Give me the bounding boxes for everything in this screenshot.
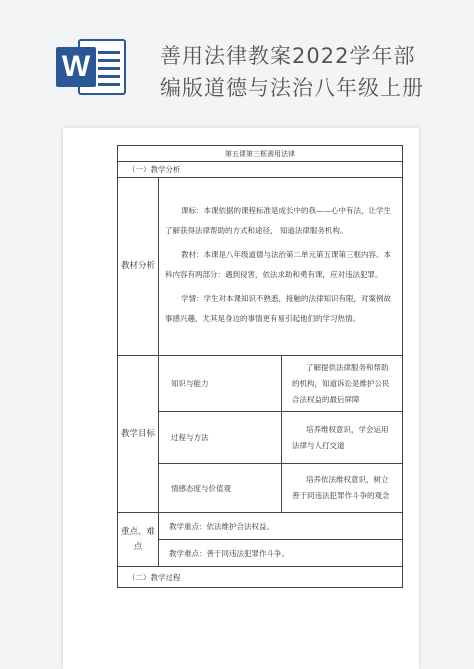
goal-label-knowledge: 知识与能力	[159, 356, 282, 412]
goal-label-process: 过程与方法	[159, 412, 282, 464]
goal-text-attitude: 培养依法维权意识，树立善于同违法犯罪作斗争的观念	[282, 464, 403, 513]
analysis-body	[159, 178, 403, 356]
header	[0, 0, 474, 118]
difficult-point-text: 教学难点：善于同违法犯罪作斗争。	[159, 540, 403, 567]
keypoints-side-label: 重点、难点	[118, 513, 159, 567]
analysis-curriculum: 课标：本课依据的课程标准是成长中的我——心中有法，让学生了解获得法律帮助的方式和途径， 知道法律服务机构。	[165, 205, 391, 235]
key-point-text: 教学重点：依法维护合法权益。	[159, 513, 403, 540]
section-teaching-process: （二）教学过程	[118, 567, 403, 588]
title-line-1: 善用法律教案2022学年部	[160, 44, 416, 68]
goal-text-knowledge: 了解提供法律服务和帮助的机构，知道诉讼是维护公民合法权益的最后屏障	[282, 356, 403, 412]
word-letter-badge: W	[56, 47, 96, 87]
analysis-side-label: 教材分析	[118, 178, 159, 356]
lesson-plan-table	[117, 145, 403, 588]
goals-side-label: 教学目标	[118, 356, 159, 513]
goal-label-attitude: 情感态度与价值观	[159, 464, 282, 513]
word-document-icon	[56, 35, 128, 97]
analysis-students: 学情：学生对本课知识不熟悉，接触的法律知识有限，对案例故事感兴趣，尤其是身边的事情更有易引起他们的学习热情。	[165, 293, 391, 323]
goal-text-process: 培养维权意识，学会运用法律与人打交道	[282, 412, 403, 464]
analysis-textbook: 教材：本课是八年级道德与法治第二单元第五课第三框内容。本科内容有两部分：遇到侵害，依法求助和勇有课，应对违法犯罪。	[165, 249, 391, 279]
section-teaching-analysis: （一）教学分析	[118, 162, 403, 178]
table-caption: 第五课第三框善用法律	[118, 146, 403, 162]
title-line-2: 编版道德与法治八年级上册	[160, 76, 424, 100]
document-title	[160, 40, 460, 104]
